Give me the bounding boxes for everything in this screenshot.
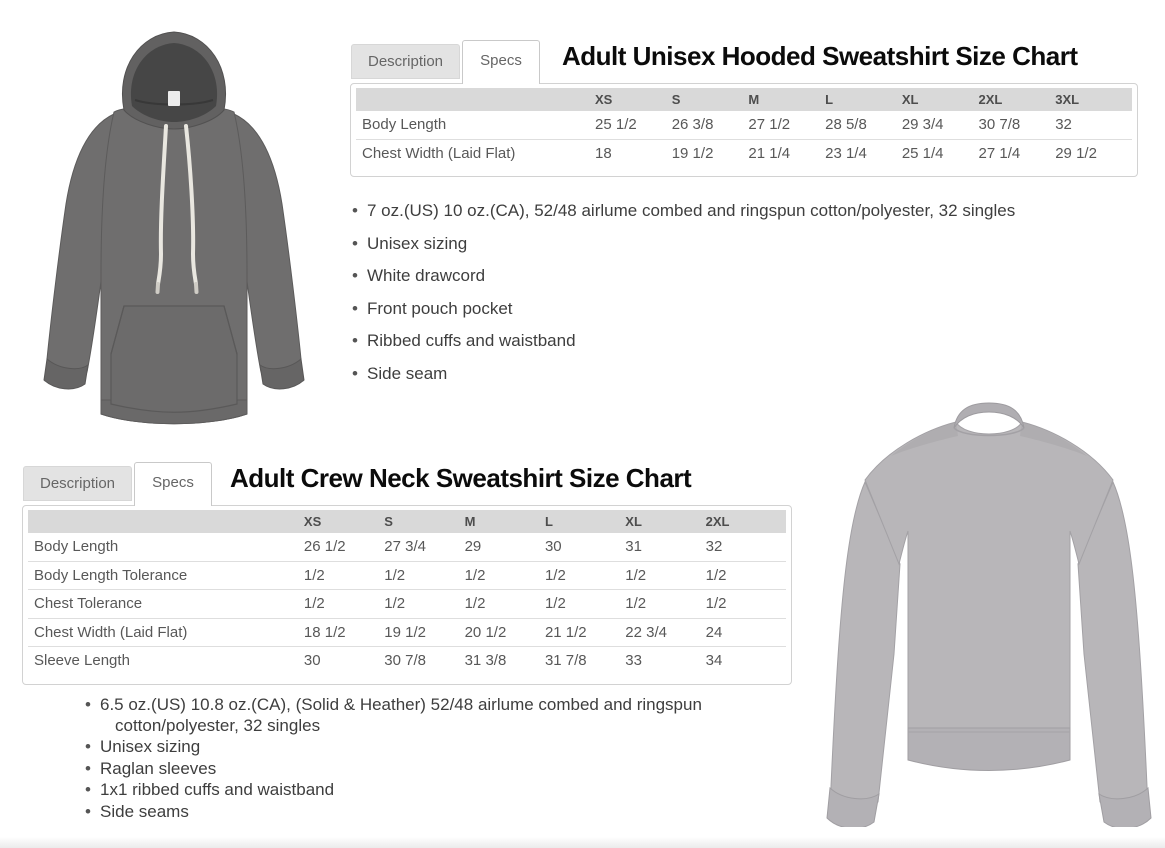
table-row [28,618,786,647]
tab-description[interactable]: Description [351,44,460,79]
size-column-header: XL [625,510,705,533]
feature-item: • Side seam [350,364,1138,384]
cell-value: 34 [705,652,723,669]
size-column-header: S [672,88,749,111]
cell-value: 18 1/2 [304,618,384,647]
size-column-header: XL [902,88,979,111]
hoodie-spec-panel [350,40,1138,396]
cell-value: 31 [625,533,705,561]
feature-item: • Unisex sizing [350,234,1138,254]
cell-value: 27 1/4 [978,144,1021,162]
size-column-header: 2XL [979,88,1056,111]
cell-value: 29 3/4 [902,111,979,139]
feature-item: • 1x1 ribbed cuffs and waistband [84,779,732,800]
cell-value: 30 [545,533,625,561]
row-label: Chest Width (Laid Flat) [362,144,516,162]
cell-value: 1/2 [545,561,625,590]
table-row [28,533,786,561]
feature-item: • Front pouch pocket [350,299,1138,319]
cell-value: 26 1/2 [304,533,384,561]
cell-value: 32 [1055,111,1132,139]
cell-value: 19 1/2 [384,618,464,647]
hoodie-product-image [28,12,320,453]
row-label: Chest Tolerance [28,590,304,619]
cell-value: 25 1/4 [901,144,944,162]
cell-value: 1/2 [384,561,464,590]
feature-item: • Ribbed cuffs and waistband [350,331,1138,351]
cell-value: 31 3/8 [464,652,507,669]
cell-value: 1/2 [465,590,545,619]
cell-value: 30 7/8 [979,111,1056,139]
cell-value: 27 1/2 [748,111,825,139]
crewneck-size-table [22,505,792,685]
table-row [356,139,1132,167]
hoodie-pocket [111,306,237,412]
feature-item: • Side seams [84,801,732,822]
cell-value: 31 7/8 [544,652,587,669]
crewneck-waistband [908,728,1070,771]
cell-value: 32 [706,533,786,561]
cell-value: 27 3/4 [384,533,464,561]
hoodie-neck-tag [168,91,180,106]
size-column-header: L [825,88,902,111]
row-label: Chest Width (Laid Flat) [28,618,304,647]
tab-specs[interactable]: Specs [462,40,540,84]
cell-value: 21 1/4 [748,144,791,162]
table-row [28,647,786,675]
tab-description[interactable]: Description [23,466,132,501]
cell-value: 30 7/8 [384,652,426,669]
cell-value: 20 1/2 [465,618,545,647]
table-row [28,590,786,619]
size-column-header: S [384,510,464,533]
size-column-header: 2XL [706,510,786,533]
cell-value: 1/2 [625,561,705,590]
size-column-header: M [748,88,825,111]
cell-value: 33 [625,652,642,669]
hoodie-tabs-row [350,40,1138,83]
row-label: Body Length [356,111,595,139]
crewneck-tabs-row [22,462,792,505]
hoodie-illustration [28,12,320,448]
hoodie-size-table [350,83,1138,177]
crewneck-size-chart-title: Adult Crew Neck Sweatshirt Size Chart [230,463,692,493]
cell-value: 23 1/4 [825,144,867,162]
tab-specs[interactable]: Specs [134,462,212,506]
crewneck-spec-panel [22,462,792,822]
cell-value: 1/2 [625,590,705,619]
cell-value: 1/2 [545,590,625,619]
crewneck-product-image [815,382,1163,832]
cell-value: 29 [465,533,545,561]
size-column-header: L [545,510,625,533]
feature-item: • Raglan sleeves [84,758,732,779]
size-column-header [28,510,304,533]
cell-value: 30 [303,652,321,669]
cell-value: 29 1/2 [1055,144,1097,162]
cell-value: 1/2 [304,561,384,590]
row-label: Body Length Tolerance [28,561,304,590]
size-header-row [28,510,786,533]
hoodie-feature-list [350,201,1138,384]
size-column-header: XS [304,510,384,533]
cell-value: 1/2 [384,590,464,619]
cell-value: 28 5/8 [825,111,902,139]
size-column-header: M [465,510,545,533]
crewneck-feature-list [84,694,732,822]
row-label: Body Length [28,533,304,561]
cell-value: 1/2 [706,561,786,590]
feature-item: • 7 oz.(US) 10 oz.(CA), 52/48 airlume combed and ringspun cotton/polyester, 32 singles [350,201,1138,221]
cell-value: 22 3/4 [625,618,705,647]
cell-value: 1/2 [465,561,545,590]
table-row [28,561,786,590]
size-header-row [356,88,1132,111]
table-row [356,111,1132,139]
cell-value: 1/2 [304,590,384,619]
hoodie-size-chart-title: Adult Unisex Hooded Sweatshirt Size Chart [562,41,1078,71]
cell-value: 19 1/2 [671,144,714,162]
feature-item: • 6.5 oz.(US) 10.8 oz.(CA), (Solid & Heather) 52/48 airlume combed and ringspun cotton/polyester, 32 singles [84,694,732,736]
page-bottom-strip [0,837,1165,848]
size-column-header: XS [595,88,672,111]
cell-value: 24 [706,618,786,647]
feature-item: • Unisex sizing [84,736,732,757]
size-column-header: 3XL [1055,88,1132,111]
row-label: Sleeve Length [34,652,130,669]
crewneck-illustration [815,382,1163,827]
cell-value: 18 [595,144,612,162]
cell-value: 25 1/2 [595,111,672,139]
cell-value: 1/2 [706,590,786,619]
feature-item: • White drawcord [350,266,1138,286]
cell-value: 26 3/8 [672,111,749,139]
cell-value: 21 1/2 [545,618,625,647]
crewneck-collar [954,403,1024,428]
size-column-header [356,88,595,111]
